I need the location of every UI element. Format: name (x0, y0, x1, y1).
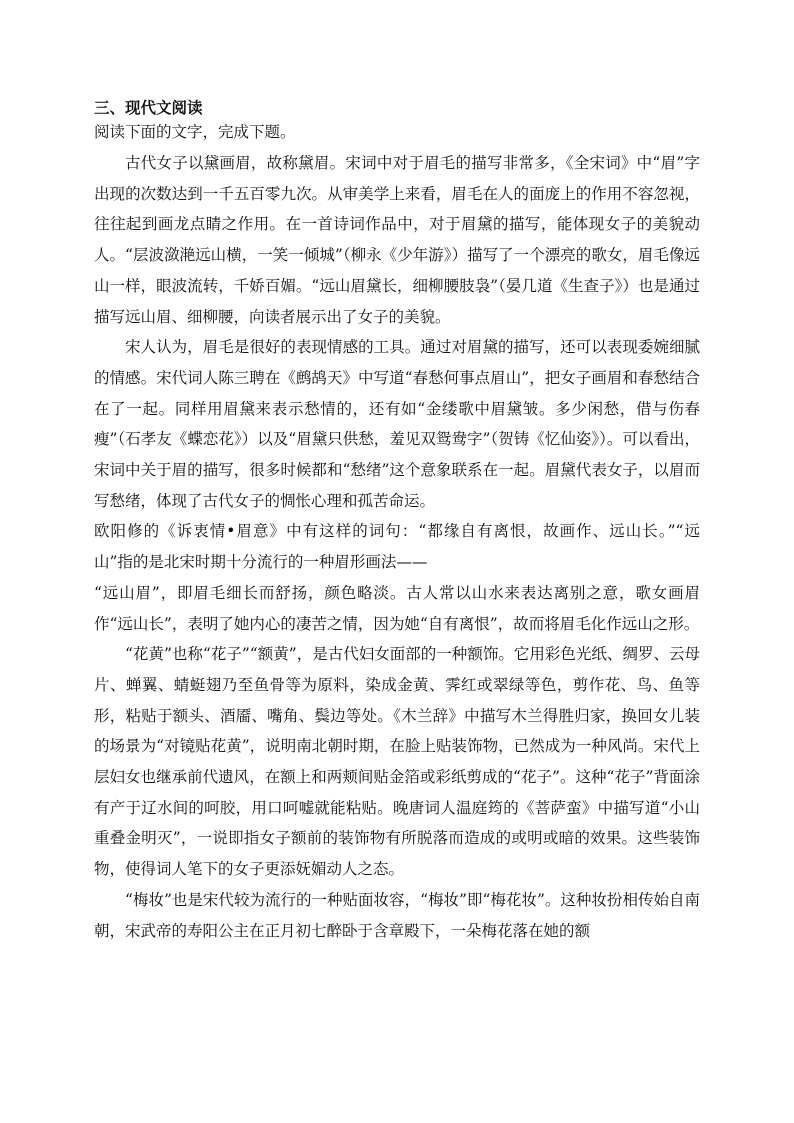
paragraph-4: “远山眉”，即眉毛细长而舒扬，颜色略淡。古人常以山水来表达离别之意，歌女画眉作“远山长”，表明了她内心的凄苦之情，因为她“自有离恨”，故而将眉毛化作远山之形。 (94, 583, 700, 633)
paragraph-2: 宋人认为，眉毛是很好的表现情感的工具。通过对眉黛的描写，还可以表现委婉细腻的情感。宋代词人陈三聘在《鹧鸪天》中写道“春愁何事点眉山”，把女子画眉和春愁结合在了一起。同样用眉黛来表示愁情的，还有如“金缕歌中眉黛皱。多少闲愁，借与伤春瘦”（石孝友《蝶恋花》）以及“眉黛只供愁，羞见双鸳鸯字”（贺铸《忆仙姿》）。可以看出，宋词中关于眉的描写，很多时候都和“愁绪”这个意象联系在一起。眉黛代表女子，以眉而写愁绪，体现了古代女子的惆怅心理和孤苦命运。 (94, 338, 700, 510)
paragraph-1: 古代女子以黛画眉，故称黛眉。宋词中对于眉毛的描写非常多，《全宋词》中“眉”字出现的次数达到一千五百零九次。从审美学上来看，眉毛在人的面庞上的作用不容忽视，往往起到画龙点睛之作用。在一首诗词作品中，对于眉黛的描写，能体现女子的美貌动人。“层波潋滟远山横，一笑一倾城”（柳永《少年游》）描写了一个漂亮的歌女，眉毛像远山一样，眼波流转，千娇百媚。“远山眉黛长，细柳腰肢袅”（晏几道《生查子》）也是通过描写远山眉、细柳腰，向读者展示出了女子的美貌。 (94, 154, 700, 326)
instruction-text: 阅读下面的文字，完成下题。 (94, 123, 296, 141)
paragraph-6: “梅妆”也是宋代较为流行的一种贴面妆容，“梅妆”即“梅花妆”。这种妆扮相传始自南朝，宋武帝的寿阳公主在正月初七醉卧于含章殿下，一朵梅花落在她的额 (94, 890, 700, 940)
paragraph-3: 欧阳修的《诉衷情•眉意》中有这样的词句：“都缘自有离恨，故画作、远山长。”“远山”指的是北宋时期十分流行的一种眉形画法—— (94, 522, 700, 572)
section-title: 三、现代文阅读 (94, 99, 203, 117)
paragraph-5: “花黄”也称“花子”“额黄”，是古代妇女面部的一种额饰。它用彩色光纸、绸罗、云母片、蝉翼、蜻蜓翅乃至鱼骨等为原料，染成金黄、霁红或翠绿等色，剪作花、鸟、鱼等形，粘贴于额头、酒靥、嘴角、鬓边等处。《木兰辞》中描写木兰得胜归家，换回女儿装的场景为“对镜贴花黄”，说明南北朝时期，在脸上贴装饰物，已然成为一种风尚。宋代上层妇女也继承前代遗风，在额上和两颊间贴金箔或彩纸剪成的“花子”。这种“花子”背面涂有产于辽水间的呵胶，用口呵嘘就能粘贴。晚唐词人温庭筠的《菩萨蛮》中描写道“小山重叠金明灭”，一说即指女子额前的装饰物有所脱落而造成的或明或暗的效果。这些装饰物，使得词人笔下的女子更添妩媚动人之态。 (94, 645, 700, 879)
document-page (94, 96, 700, 946)
